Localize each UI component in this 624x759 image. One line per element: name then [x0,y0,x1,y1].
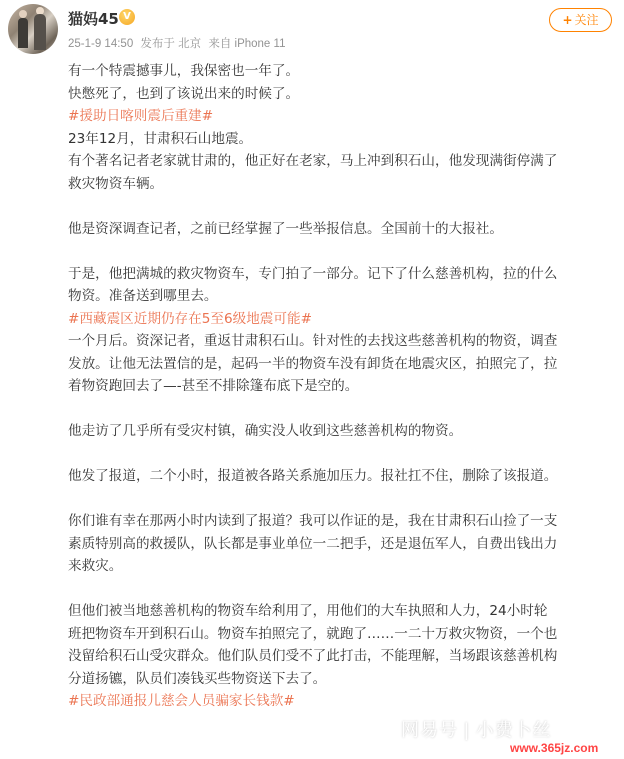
topic-tag-link[interactable]: #援助日喀则震后重建# [68,108,214,124]
paragraph-gap [68,240,618,263]
post-text-line: 你们谁有幸在那两小时内读到了报道？我可以作证的是，我在甘肃积石山捡了一支 [68,513,558,529]
username[interactable]: 猫妈45 [68,10,119,28]
post-device: 来自 iPhone 11 [208,38,286,50]
post-meta [68,35,289,51]
paragraph-gap [68,398,618,421]
post-text-line: 有一个特震撼事儿，我保密也一年了。 [68,63,300,79]
post-text-line: 有个著名记者老家就甘肃的，他正好在老家，马上冲到积石山，他发现满街停满了 [68,153,558,169]
post-text-line: 他是资深调查记者，之前已经掌握了一些举报信息。全国前十的大报社。 [68,220,503,237]
post-text-line: 分道扬镳，队员们凑钱买些物资送下去了。 [68,670,327,687]
post-text-line: 23年12月，甘肃积石山地震。 [68,130,253,147]
post-text-line: 素质特别高的救援队，队长都是事业单位一二把手，还是退伍军人，自费出钱出力 [68,535,558,552]
post-text-line: 班把物资车开到积石山。物资车拍照完了，就跑了……一二十万救灾物资，一个也 [68,625,558,642]
post-date[interactable]: 25-1-9 14:50 [68,38,134,50]
post-text-line: 发放。让他无法置信的是，起码一半的物资车没有卸货在地震灾区，拍照完了，拉 [68,355,558,372]
paragraph-gap [68,195,618,218]
follow-label: 关注 [574,13,599,27]
avatar[interactable] [8,4,58,54]
post-header [0,0,624,58]
post-text-line: 他走访了几乎所有受灾村镇，确实没人收到这些慈善机构的物资。 [68,423,463,439]
topic-tag-link[interactable]: #民政部通报儿慈会人员骗家长钱款# [68,693,295,709]
post-body [68,60,618,713]
post-location: 发布于 北京 [140,38,202,50]
paragraph-gap [68,488,618,511]
watermark-brand: 网易号 | 小费卜丝 [401,720,552,740]
verified-badge-icon: V [119,9,135,25]
watermark-site: www.365jz.com [510,741,599,755]
paragraph-gap [68,578,618,601]
follow-button[interactable] [549,8,612,32]
plus-icon: + [562,13,573,27]
post-text-line: 但他们被当地慈善机构的物资车给利用了，用他们的大车执照和人力，24小时轮 [68,603,548,619]
post-text-line: 来救灾。 [68,558,123,574]
post-text-line: 一个月后。资深记者，重返甘肃积石山。针对性的去找这些慈善机构的物资，调查 [68,333,558,349]
post-text-line: 着物资跑回去了—-甚至不排除篷布底下是空的。 [68,378,359,394]
topic-tag-link[interactable]: #西藏震区近期仍存在5至6级地震可能# [68,310,312,327]
post-text-line: 他发了报道，二个小时，报道被各路关系施加压力。报社扛不住，删除了该报道。 [68,468,558,484]
post-text-line: 于是，他把满城的救灾物资车，专门拍了一部分。记下了什么慈善机构，拉的什么 [68,265,558,282]
post-text-line: 没留给积石山受灾群众。他们队员们受不了此打击，不能理解，当场跟该慈善机构 [68,648,558,664]
post-text-line: 物资。准备送到哪里去。 [68,288,218,304]
paragraph-gap [68,443,618,466]
post-text-line: 快憋死了，也到了该说出来的时候了。 [68,85,300,102]
post-text-line: 救灾物资车辆。 [68,175,164,192]
